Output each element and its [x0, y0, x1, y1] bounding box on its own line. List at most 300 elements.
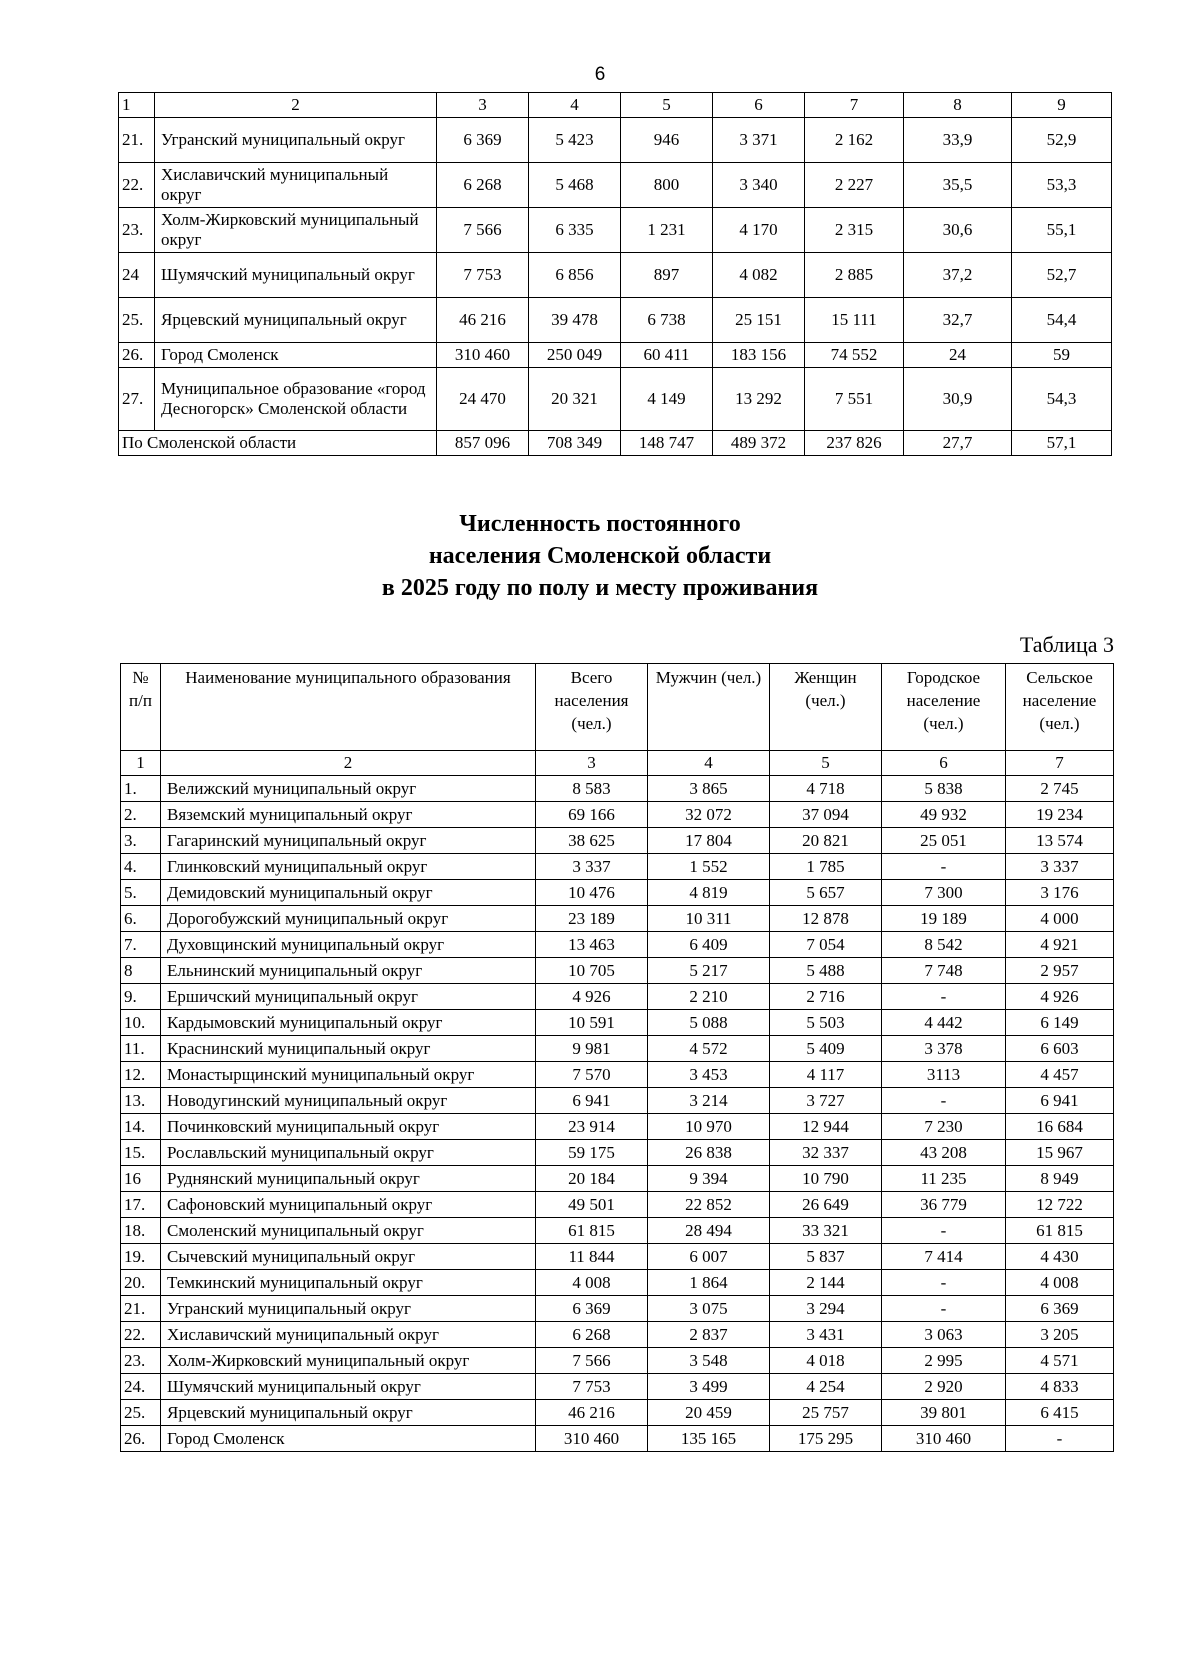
row-value: 7 054: [770, 932, 882, 958]
row-value: 4 718: [770, 776, 882, 802]
row-value: 2 227: [805, 163, 904, 208]
column-number: 7: [1006, 751, 1114, 776]
row-value: 3 063: [882, 1322, 1006, 1348]
row-value: 32 337: [770, 1140, 882, 1166]
table-row: [121, 906, 1114, 932]
header-rural: Сельское население (чел.): [1006, 664, 1114, 751]
table-row: [121, 776, 1114, 802]
row-value: 8 583: [536, 776, 648, 802]
row-value: 4 819: [648, 880, 770, 906]
table-row: [119, 368, 1112, 431]
row-value: 11 235: [882, 1166, 1006, 1192]
row-value: 32,7: [904, 298, 1012, 343]
table-row: [121, 1166, 1114, 1192]
row-value: 25 757: [770, 1400, 882, 1426]
row-number: 23.: [121, 1348, 161, 1374]
column-number: 4: [529, 93, 621, 118]
row-value: 6 738: [621, 298, 713, 343]
row-number: 18.: [121, 1218, 161, 1244]
row-value: 33,9: [904, 118, 1012, 163]
row-value: 10 790: [770, 1166, 882, 1192]
row-value: 13 463: [536, 932, 648, 958]
row-name: Муниципальное образование «город Десногорск» Смоленской области: [155, 368, 437, 431]
row-value: 26 838: [648, 1140, 770, 1166]
table-row: [119, 253, 1112, 298]
row-name: Город Смоленск: [155, 343, 437, 368]
row-value: 3 865: [648, 776, 770, 802]
table-row: [119, 118, 1112, 163]
row-value: 20 321: [529, 368, 621, 431]
row-name: Угранский муниципальный округ: [155, 118, 437, 163]
table-row: [121, 1062, 1114, 1088]
total-value: 857 096: [437, 431, 529, 456]
section-title-line-2: населения Смоленской области: [428, 543, 772, 569]
total-value: 27,7: [904, 431, 1012, 456]
row-value: 2 716: [770, 984, 882, 1010]
row-value: 4 926: [536, 984, 648, 1010]
row-name: Ельнинский муниципальный округ: [161, 958, 536, 984]
row-value: 32 072: [648, 802, 770, 828]
table-row: [121, 1348, 1114, 1374]
row-value: 36 779: [882, 1192, 1006, 1218]
row-value: 6 369: [437, 118, 529, 163]
row-number: 14.: [121, 1114, 161, 1140]
row-value: 5 657: [770, 880, 882, 906]
row-number: 21.: [119, 118, 155, 163]
row-name: Краснинский муниципальный округ: [161, 1036, 536, 1062]
column-number: 3: [437, 93, 529, 118]
row-value: 5 468: [529, 163, 621, 208]
column-number: 4: [648, 751, 770, 776]
row-value: 69 166: [536, 802, 648, 828]
row-name: Руднянский муниципальный округ: [161, 1166, 536, 1192]
row-number: 24: [119, 253, 155, 298]
row-value: 23 914: [536, 1114, 648, 1140]
row-value: 3 548: [648, 1348, 770, 1374]
row-number: 22.: [119, 163, 155, 208]
row-number: 25.: [121, 1400, 161, 1426]
row-value: 7 566: [437, 208, 529, 253]
header-women: Женщин (чел.): [770, 664, 882, 751]
row-value: 22 852: [648, 1192, 770, 1218]
row-value: 946: [621, 118, 713, 163]
table-row: [121, 880, 1114, 906]
row-name: Духовщинский муниципальный округ: [161, 932, 536, 958]
row-name: Город Смоленск: [161, 1426, 536, 1452]
column-number: 2: [161, 751, 536, 776]
table-row: [121, 1400, 1114, 1426]
row-value: 4 149: [621, 368, 713, 431]
row-number: 22.: [121, 1322, 161, 1348]
row-name: Холм-Жирковский муниципальный округ: [161, 1348, 536, 1374]
row-value: 2 957: [1006, 958, 1114, 984]
table-row: [121, 1192, 1114, 1218]
row-value: 800: [621, 163, 713, 208]
header-name: Наименование муниципального образования: [161, 664, 536, 751]
table-row: [121, 1322, 1114, 1348]
section-title-line-1: Численность постоянного: [459, 511, 741, 537]
row-value: 175 295: [770, 1426, 882, 1452]
row-value: -: [882, 1088, 1006, 1114]
row-number: 10.: [121, 1010, 161, 1036]
row-value: 3 340: [713, 163, 805, 208]
row-value: 37,2: [904, 253, 1012, 298]
header-men: Мужчин (чел.): [648, 664, 770, 751]
header-urban: Городское население (чел.): [882, 664, 1006, 751]
row-value: 13 292: [713, 368, 805, 431]
row-value: 23 189: [536, 906, 648, 932]
row-value: 2 162: [805, 118, 904, 163]
row-number: 11.: [121, 1036, 161, 1062]
column-number: 1: [119, 93, 155, 118]
row-value: -: [882, 1296, 1006, 1322]
row-value: 20 821: [770, 828, 882, 854]
row-value: 25 151: [713, 298, 805, 343]
row-value: 59: [1012, 343, 1112, 368]
row-value: 4 572: [648, 1036, 770, 1062]
row-value: 15 967: [1006, 1140, 1114, 1166]
row-value: 6 007: [648, 1244, 770, 1270]
row-value: 54,3: [1012, 368, 1112, 431]
row-name: Шумячский муниципальный округ: [155, 253, 437, 298]
row-name: Смоленский муниципальный округ: [161, 1218, 536, 1244]
header-num: № п/п: [121, 664, 161, 751]
row-name: Темкинский муниципальный округ: [161, 1270, 536, 1296]
row-value: 12 722: [1006, 1192, 1114, 1218]
table-label: Таблица 3: [1019, 632, 1114, 657]
row-value: 52,9: [1012, 118, 1112, 163]
page-number: 6: [594, 64, 606, 85]
row-value: 4 254: [770, 1374, 882, 1400]
row-value: 12 944: [770, 1114, 882, 1140]
row-value: 2 315: [805, 208, 904, 253]
row-value: 55,1: [1012, 208, 1112, 253]
row-number: 19.: [121, 1244, 161, 1270]
row-name: Починковский муниципальный округ: [161, 1114, 536, 1140]
table-row: [121, 1244, 1114, 1270]
row-value: 4 018: [770, 1348, 882, 1374]
row-value: 4 833: [1006, 1374, 1114, 1400]
row-number: 15.: [121, 1140, 161, 1166]
table-row: [121, 802, 1114, 828]
row-value: 49 501: [536, 1192, 648, 1218]
row-number: 23.: [119, 208, 155, 253]
total-row: [119, 431, 1112, 456]
row-value: 13 574: [1006, 828, 1114, 854]
row-value: 10 476: [536, 880, 648, 906]
row-name: Хиславичский муниципальный округ: [161, 1322, 536, 1348]
row-value: 1 785: [770, 854, 882, 880]
row-value: 4 008: [1006, 1270, 1114, 1296]
total-value: 148 747: [621, 431, 713, 456]
column-number: 3: [536, 751, 648, 776]
total-value: 57,1: [1012, 431, 1112, 456]
row-value: 46 216: [536, 1400, 648, 1426]
row-value: 6 941: [1006, 1088, 1114, 1114]
row-number: 21.: [121, 1296, 161, 1322]
row-value: 60 411: [621, 343, 713, 368]
row-name: Сафоновский муниципальный округ: [161, 1192, 536, 1218]
row-value: 3 727: [770, 1088, 882, 1114]
row-value: 8 949: [1006, 1166, 1114, 1192]
row-value: 52,7: [1012, 253, 1112, 298]
row-value: 6 603: [1006, 1036, 1114, 1062]
section-title: [0, 508, 1200, 604]
row-value: 9 394: [648, 1166, 770, 1192]
row-value: 3 431: [770, 1322, 882, 1348]
row-name: Демидовский муниципальный округ: [161, 880, 536, 906]
row-name: Ярцевский муниципальный округ: [161, 1400, 536, 1426]
row-number: 12.: [121, 1062, 161, 1088]
row-number: 13.: [121, 1088, 161, 1114]
table-row: [121, 1114, 1114, 1140]
row-value: 19 234: [1006, 802, 1114, 828]
column-number-row: [119, 93, 1112, 118]
row-name: Велижский муниципальный округ: [161, 776, 536, 802]
row-value: 3 176: [1006, 880, 1114, 906]
row-value: 38 625: [536, 828, 648, 854]
row-number: 24.: [121, 1374, 161, 1400]
row-value: 5 088: [648, 1010, 770, 1036]
column-number: 6: [713, 93, 805, 118]
row-value: 6 335: [529, 208, 621, 253]
row-value: 250 049: [529, 343, 621, 368]
row-name: Шумячский муниципальный округ: [161, 1374, 536, 1400]
row-value: 5 423: [529, 118, 621, 163]
row-value: 5 488: [770, 958, 882, 984]
row-name: Ершичский муниципальный округ: [161, 984, 536, 1010]
row-value: 7 753: [437, 253, 529, 298]
row-name: Кардымовский муниципальный округ: [161, 1010, 536, 1036]
section-title-line-3: в 2025 году по полу и месту проживания: [381, 575, 819, 601]
row-number: 6.: [121, 906, 161, 932]
row-value: 310 460: [536, 1426, 648, 1452]
row-value: 16 684: [1006, 1114, 1114, 1140]
total-value: 489 372: [713, 431, 805, 456]
row-value: 310 460: [882, 1426, 1006, 1452]
row-value: 43 208: [882, 1140, 1006, 1166]
table-row: [121, 958, 1114, 984]
row-name: Рославльский муниципальный округ: [161, 1140, 536, 1166]
row-value: 3 075: [648, 1296, 770, 1322]
row-value: 7 566: [536, 1348, 648, 1374]
row-value: 2 920: [882, 1374, 1006, 1400]
table-row: [121, 1270, 1114, 1296]
row-number: 9.: [121, 984, 161, 1010]
row-value: 7 570: [536, 1062, 648, 1088]
row-value: 33 321: [770, 1218, 882, 1244]
row-value: 3 337: [1006, 854, 1114, 880]
row-value: 39 801: [882, 1400, 1006, 1426]
row-value: 2 995: [882, 1348, 1006, 1374]
row-number: 8: [121, 958, 161, 984]
table-row: [121, 984, 1114, 1010]
row-value: 4 082: [713, 253, 805, 298]
row-value: 7 230: [882, 1114, 1006, 1140]
row-number: 26.: [119, 343, 155, 368]
column-number-row: [121, 751, 1114, 776]
row-value: 6 415: [1006, 1400, 1114, 1426]
row-value: 49 932: [882, 802, 1006, 828]
row-value: 59 175: [536, 1140, 648, 1166]
row-number: 4.: [121, 854, 161, 880]
row-value: 2 885: [805, 253, 904, 298]
total-value: 237 826: [805, 431, 904, 456]
row-name: Ярцевский муниципальный округ: [155, 298, 437, 343]
table-row: [121, 1088, 1114, 1114]
row-value: 4 457: [1006, 1062, 1114, 1088]
row-name: Сычевский муниципальный округ: [161, 1244, 536, 1270]
table-row: [121, 1426, 1114, 1452]
row-value: 897: [621, 253, 713, 298]
table-row: [119, 208, 1112, 253]
row-value: 46 216: [437, 298, 529, 343]
row-value: 17 804: [648, 828, 770, 854]
table-row: [121, 1374, 1114, 1400]
row-number: 2.: [121, 802, 161, 828]
table-row: [121, 1140, 1114, 1166]
row-number: 5.: [121, 880, 161, 906]
previous-table-continuation: [118, 92, 1112, 456]
row-value: 61 815: [1006, 1218, 1114, 1244]
row-name: Угранский муниципальный округ: [161, 1296, 536, 1322]
row-value: 3113: [882, 1062, 1006, 1088]
row-value: 3 499: [648, 1374, 770, 1400]
row-value: 4 430: [1006, 1244, 1114, 1270]
row-value: 4 571: [1006, 1348, 1114, 1374]
row-name: Вяземский муниципальный округ: [161, 802, 536, 828]
row-value: 7 414: [882, 1244, 1006, 1270]
row-value: 4 008: [536, 1270, 648, 1296]
row-value: 6 268: [536, 1322, 648, 1348]
row-value: 30,9: [904, 368, 1012, 431]
table-row: [121, 1296, 1114, 1322]
row-value: 4 921: [1006, 932, 1114, 958]
row-name: Хиславичский муниципальный округ: [155, 163, 437, 208]
row-value: 5 217: [648, 958, 770, 984]
row-number: 17.: [121, 1192, 161, 1218]
row-value: 6 369: [536, 1296, 648, 1322]
row-value: 4 926: [1006, 984, 1114, 1010]
row-number: 26.: [121, 1426, 161, 1452]
row-value: 5 838: [882, 776, 1006, 802]
row-value: 54,4: [1012, 298, 1112, 343]
row-value: 4 117: [770, 1062, 882, 1088]
row-value: 3 453: [648, 1062, 770, 1088]
row-number: 20.: [121, 1270, 161, 1296]
row-value: 6 941: [536, 1088, 648, 1114]
row-value: 6 268: [437, 163, 529, 208]
row-value: 3 337: [536, 854, 648, 880]
table-row: [119, 298, 1112, 343]
column-number: 5: [770, 751, 882, 776]
row-value: 61 815: [536, 1218, 648, 1244]
row-number: 1.: [121, 776, 161, 802]
row-number: 25.: [119, 298, 155, 343]
row-value: 6 409: [648, 932, 770, 958]
row-value: 6 856: [529, 253, 621, 298]
row-value: 7 753: [536, 1374, 648, 1400]
row-value: 183 156: [713, 343, 805, 368]
population-table: [120, 663, 1114, 1452]
row-value: 1 552: [648, 854, 770, 880]
row-value: 3 205: [1006, 1322, 1114, 1348]
row-name: Монастырщинский муниципальный округ: [161, 1062, 536, 1088]
row-value: 20 459: [648, 1400, 770, 1426]
table-row: [121, 1036, 1114, 1062]
row-value: 30,6: [904, 208, 1012, 253]
row-value: 3 378: [882, 1036, 1006, 1062]
column-number: 7: [805, 93, 904, 118]
row-value: -: [1006, 1426, 1114, 1452]
row-value: 35,5: [904, 163, 1012, 208]
row-value: 5 837: [770, 1244, 882, 1270]
row-value: 6 149: [1006, 1010, 1114, 1036]
row-value: 39 478: [529, 298, 621, 343]
table-row: [119, 343, 1112, 368]
row-value: 4 442: [882, 1010, 1006, 1036]
row-value: 12 878: [770, 906, 882, 932]
row-value: 10 705: [536, 958, 648, 984]
row-number: 7.: [121, 932, 161, 958]
total-value: 708 349: [529, 431, 621, 456]
row-value: -: [882, 854, 1006, 880]
row-name: Дорогобужский муниципальный округ: [161, 906, 536, 932]
row-value: 7 748: [882, 958, 1006, 984]
row-value: 310 460: [437, 343, 529, 368]
row-value: 5 409: [770, 1036, 882, 1062]
row-value: 6 369: [1006, 1296, 1114, 1322]
row-value: 10 970: [648, 1114, 770, 1140]
row-number: 16: [121, 1166, 161, 1192]
row-value: 9 981: [536, 1036, 648, 1062]
column-number: 2: [155, 93, 437, 118]
row-value: -: [882, 1270, 1006, 1296]
row-value: 10 311: [648, 906, 770, 932]
row-value: 15 111: [805, 298, 904, 343]
row-value: 2 210: [648, 984, 770, 1010]
table-row: [121, 1010, 1114, 1036]
row-value: 74 552: [805, 343, 904, 368]
row-value: 25 051: [882, 828, 1006, 854]
row-value: 3 214: [648, 1088, 770, 1114]
table-row: [121, 932, 1114, 958]
column-number: 9: [1012, 93, 1112, 118]
row-value: 3 371: [713, 118, 805, 163]
row-value: 2 745: [1006, 776, 1114, 802]
row-name: Гагаринский муниципальный округ: [161, 828, 536, 854]
row-value: 3 294: [770, 1296, 882, 1322]
row-value: 135 165: [648, 1426, 770, 1452]
row-value: 28 494: [648, 1218, 770, 1244]
column-number: 8: [904, 93, 1012, 118]
row-name: Новодугинский муниципальный округ: [161, 1088, 536, 1114]
row-value: 24 470: [437, 368, 529, 431]
column-number: 6: [882, 751, 1006, 776]
table-row: [121, 1218, 1114, 1244]
row-value: 2 144: [770, 1270, 882, 1296]
row-value: 10 591: [536, 1010, 648, 1036]
row-value: -: [882, 984, 1006, 1010]
row-number: 3.: [121, 828, 161, 854]
row-name: Глинковский муниципальный округ: [161, 854, 536, 880]
column-number: 5: [621, 93, 713, 118]
row-number: 27.: [119, 368, 155, 431]
column-number: 1: [121, 751, 161, 776]
row-value: 5 503: [770, 1010, 882, 1036]
row-value: 1 864: [648, 1270, 770, 1296]
row-value: -: [882, 1218, 1006, 1244]
